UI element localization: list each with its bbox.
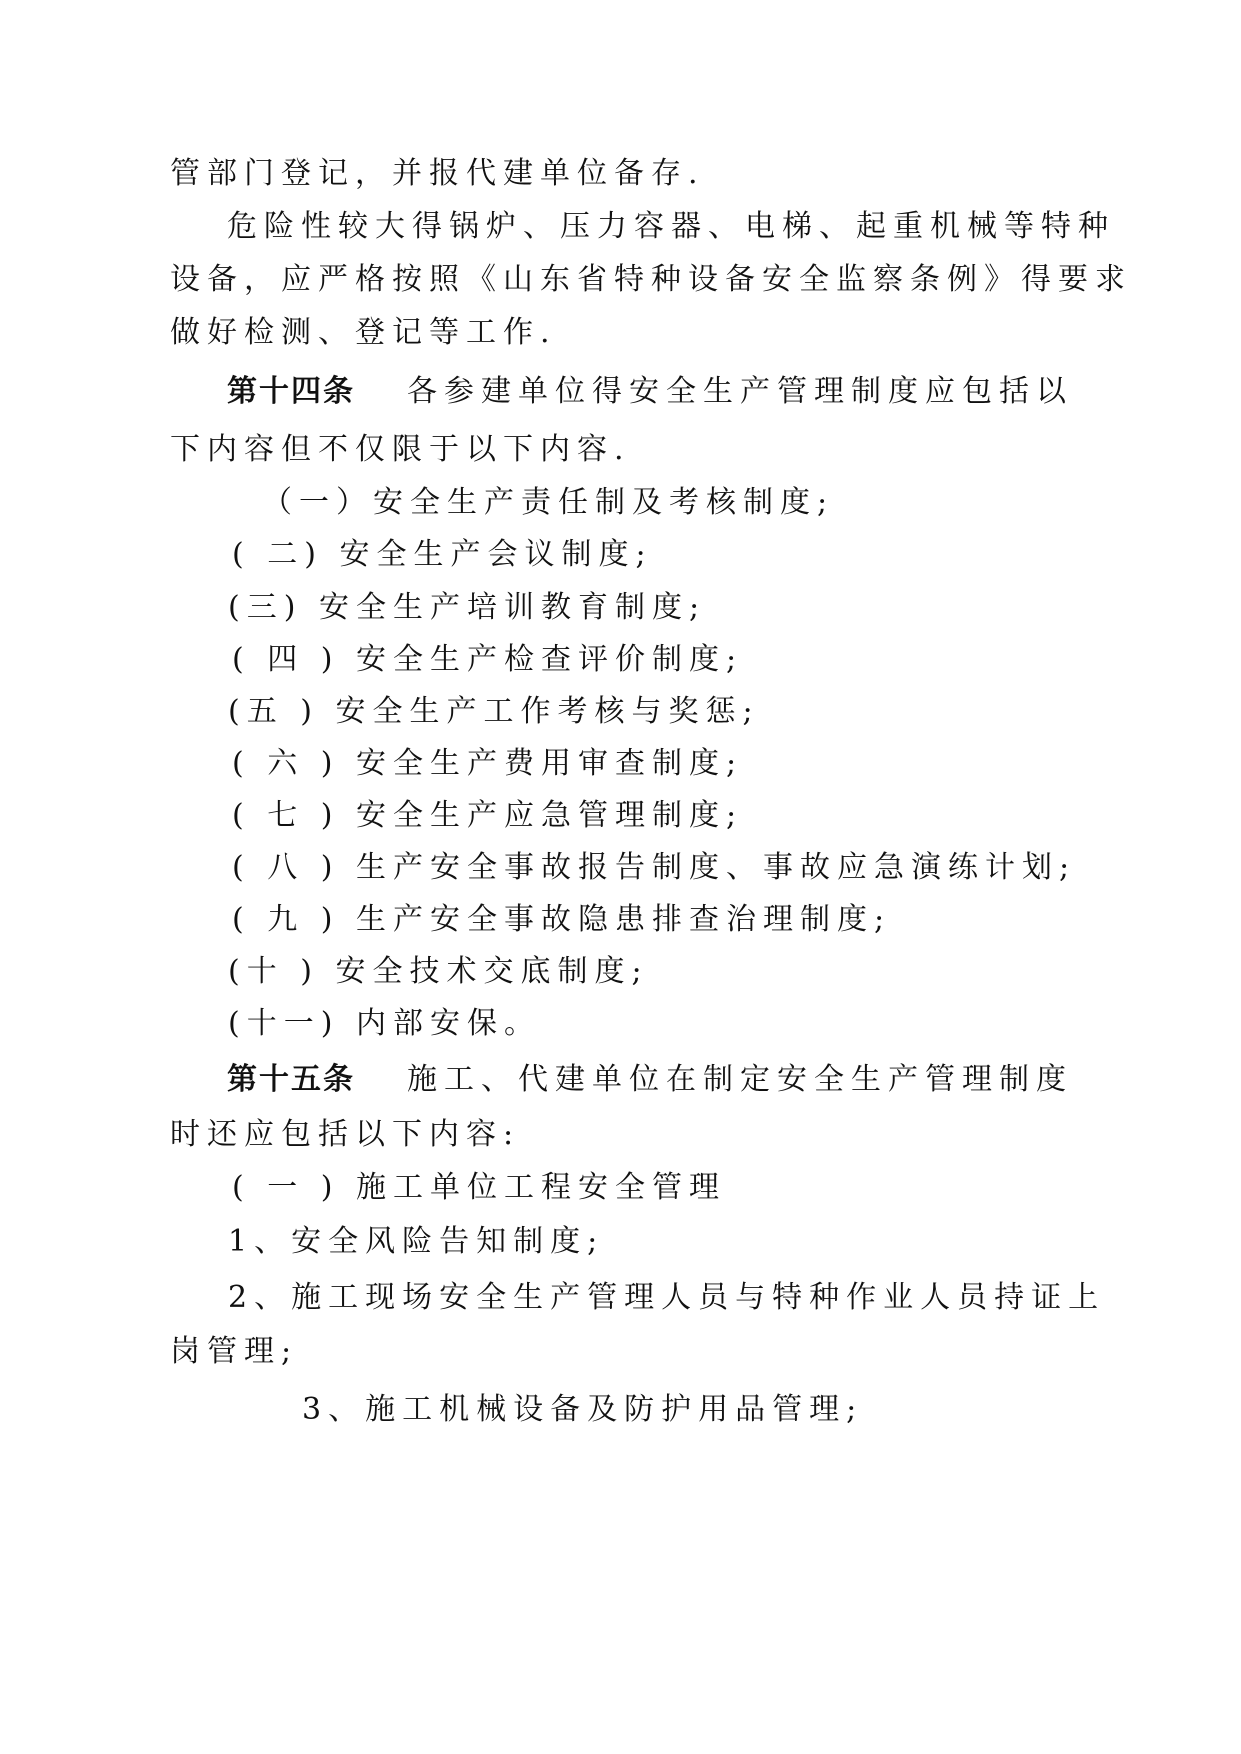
list-item: （一）安全生产责任制及考核制度; — [262, 485, 835, 520]
text-line: 岗管理; — [170, 1334, 299, 1369]
article-14-text: 各参建单位得安全生产管理制度应包括以 — [407, 374, 1073, 409]
list-item: 2、施工现场安全生产管理人员与特种作业人员持证上 — [228, 1280, 1106, 1315]
text-line: 做好检测、登记等工作. — [170, 315, 557, 350]
list-item: (十一) 内部安保。 — [228, 1006, 541, 1041]
text-line: 下内容但不仅限于以下内容. — [170, 432, 631, 467]
list-item: ( 七 ) 安全生产应急管理制度; — [232, 798, 744, 833]
text-line: 设备，应严格按照《山东省特种设备安全监察条例》得要求 — [170, 262, 1132, 297]
list-item: ( 九 ) 生产安全事故隐患排查治理制度; — [232, 902, 892, 937]
list-item: (三) 安全生产培训教育制度; — [228, 590, 707, 625]
list-item: 3、施工机械设备及防护用品管理; — [302, 1392, 864, 1427]
list-item: 1、安全风险告知制度; — [228, 1224, 605, 1259]
article-14-label: 第十四条 — [227, 374, 355, 409]
list-item: (五 ) 安全生产工作考核与奖惩; — [228, 694, 760, 729]
article-15-label: 第十五条 — [227, 1062, 355, 1097]
text-line: 管部门登记，并报代建单位备存. — [170, 156, 705, 191]
list-item: ( 四 ) 安全生产检查评价制度; — [232, 642, 744, 677]
list-item: ( 八 ) 生产安全事故报告制度、事故应急演练计划; — [232, 850, 1077, 885]
list-item: ( 六 ) 安全生产费用审查制度; — [232, 746, 744, 781]
list-item: ( 二) 安全生产会议制度; — [232, 537, 653, 572]
text-line: 时还应包括以下内容: — [170, 1117, 521, 1152]
list-item: (十 ) 安全技术交底制度; — [228, 954, 649, 989]
list-item: ( 一 ) 施工单位工程安全管理 — [232, 1170, 727, 1205]
article-15-text: 施工、代建单位在制定安全生产管理制度 — [407, 1062, 1073, 1097]
article-14-line — [227, 374, 1073, 410]
text-line: 危险性较大得锅炉、压力容器、电梯、起重机械等特种 — [227, 209, 1115, 244]
article-15-line — [227, 1062, 1073, 1098]
